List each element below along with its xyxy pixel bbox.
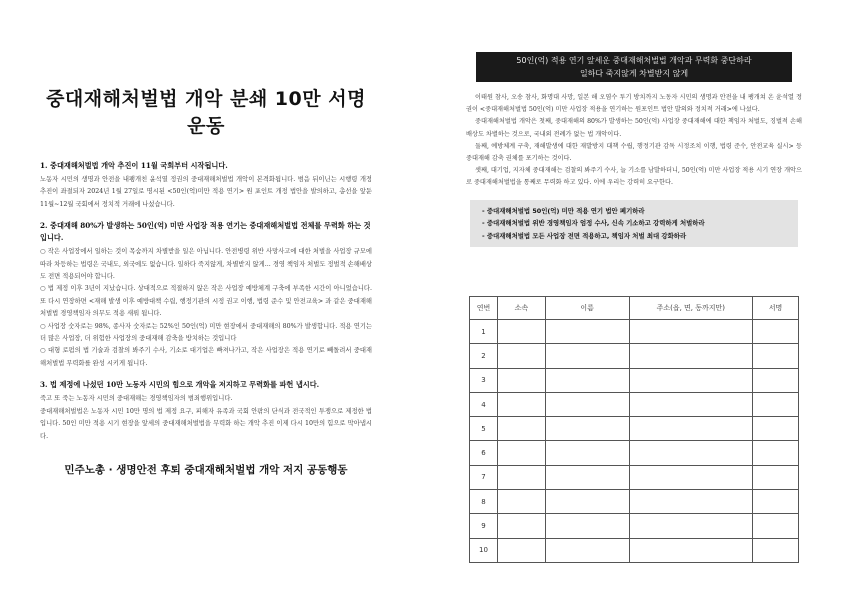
address-cell[interactable] [629,320,753,344]
header-signature: 서명 [753,297,799,320]
page-title: 중대재해처벌법 개악 분쇄 10만 서명 운동 [46,88,366,137]
row-number: 8 [470,490,498,514]
statement-paragraph: 이태원 참사, 오송 참사, 화명대 사망, 일본 해 오염수 투기 방치까지 노동자 시민의 생명과 안전을 내 팽개쳐 온 윤석열 정권이 <중대재해처벌법 50인(억) 미만 사업장 적용을 연기하는 원포인트 법안 발의와 정치적 거래>에 나섰다. [466,94,802,114]
name-cell[interactable] [545,368,629,392]
bullet-item: ○ 대형 로펌의 법 기술과 검찰의 봐주기 수사, 기소로 대기업은 빠져나가고, 작은 사업장은 적용 연기로 빼돌려서 중대재해처벌법 무력화를 완성 시키게 됩니다. [40,347,372,367]
signature-cell[interactable] [753,320,799,344]
table-row [470,514,799,538]
address-cell[interactable] [629,465,753,489]
address-cell[interactable] [629,514,753,538]
affiliation-cell[interactable] [497,538,545,562]
row-number: 9 [470,514,498,538]
row-number: 7 [470,465,498,489]
signature-cell[interactable] [753,441,799,465]
signature-cell[interactable] [753,514,799,538]
statement-paragraph: 중대재해처벌법 개악은 첫째, 중대재해의 80%가 발생하는 50인(억) 사업장 중대재해에 대한 책임자 처벌도, 징벌적 손해배상도 차별하는 것으로, 국내외 전례가 없는 법 개악이다. [466,118,802,138]
name-cell[interactable] [545,514,629,538]
section-3 [40,379,372,443]
section-1 [40,160,372,211]
table-row [470,417,799,441]
signature-cell[interactable] [753,344,799,368]
name-cell[interactable] [545,344,629,368]
affiliation-cell[interactable] [497,417,545,441]
name-cell[interactable] [545,320,629,344]
affiliation-cell[interactable] [497,514,545,538]
bullet-item: ○ 사업장 숫자로는 98%, 종사자 숫자로는 52%인 50인(억) 미만 현장에서 중대재해의 80%가 발생합니다. 적용 연기는 더 많은 사업장, 더 위험한 사업장의 중대재해 감축을 방치하는 것입니다 [40,322,372,343]
header-name: 이름 [545,297,629,320]
statement-body [466,92,802,190]
left-page [40,70,372,452]
section-heading: 2. 중대재해 80%가 발생하는 50인(억) 미만 사업장 적용 연기는 중대재해처벌법 전체를 무력화 하는 것입니다. [40,221,371,243]
signature-cell[interactable] [753,465,799,489]
table-row [470,441,799,465]
address-cell[interactable] [629,368,753,392]
affiliation-cell[interactable] [497,320,545,344]
table-header-row [470,297,799,320]
demand-item: - 중대재해처벌법 모든 사업장 전면 적용하고, 책임자 처벌 최대 강화하라 [482,231,687,240]
table-row [470,490,799,514]
organizer-footer: 민주노총 · 생명안전 후퇴 중대재해처벌법 개악 저지 공동행동 [64,464,348,476]
statement-paragraph: 둘째, 예방체계 구축, 재해발생에 대한 재발방지 대책 수립, 행정기관 감독 시정조치 이행, 법령 준수, 안전교육 실시> 등 중대재해 감축 권체를 포기하는 것이다. [466,142,802,163]
banner-line: 일하다 죽지않게 차별받지 않게 [579,69,689,78]
name-cell[interactable] [545,538,629,562]
signature-cell[interactable] [753,392,799,416]
row-number: 6 [470,441,498,465]
signature-cell[interactable] [753,538,799,562]
table-row [470,368,799,392]
address-cell[interactable] [629,441,753,465]
address-cell[interactable] [629,417,753,441]
section-paragraph: 노동자 시민의 생명과 안전을 내팽개친 윤석열 정권의 중대재해처벌법 개악이 본격화됩니다. 범음 뒤이닌는 시행령 개정 추진이 좌절되자 2024년 1월 27일로 명시된 <50인(억)미만 적용 연기> 원 포인트 개정 법안을 발의하고, 총선을 앞둔 11월~12월 국회에서 정치적 거래에 나섰습니다. [40,176,372,208]
name-cell[interactable] [545,417,629,441]
section-paragraph: 중대재해처벌법은 노동자 시민 10만 명의 법 제정 요구, 피해자 유족과 국회 안팎의 단식과 전국적인 투쟁으로 제정한 법입니다. 50인 미만 적용 시기 현장을 앞세의 중대재해처벌법을 무력화 하는 개악 추진 이제 다시 10만의 힘으로 막아냅시다. [40,407,372,440]
header-address: 주소(읍, 면, 동까지만) [629,297,753,320]
signature-cell[interactable] [753,490,799,514]
demands-box [470,200,798,248]
row-number: 10 [470,538,498,562]
demand-item: - 중대재해처벌법 위반 경영책임자 엄정 수사, 신속 기소하고 강력하게 처벌하라 [482,219,705,228]
address-cell[interactable] [629,344,753,368]
header-affiliation: 소속 [497,297,545,320]
affiliation-cell[interactable] [497,344,545,368]
address-cell[interactable] [629,392,753,416]
table-row [470,320,799,344]
section-heading: 3. 법 제정에 나섰던 10만 노동자 시민의 힘으로 개악을 저지하고 무력화를 파헌 냅시다. [40,380,320,390]
bullet-item: ○ 법 제정 이후 3년이 지났습니다. 상대적으로 적절하지 않은 작은 사업장 예방체계 구축에 부족한 시간이 아니었습니다. 또 다시 연장하면 <재해 발생 이후 예방대책 수립, 행정기관의 시정 권고 이행, 법령 준수 및 안전교육> 과 같은 중대재해처벌법 경영책임자 의무도 적용 새뤄 됩니다. [40,285,372,318]
section-2 [40,220,372,370]
section-paragraph: 죽고 또 죽는 노동자 시민의 중대재해는 경영책임자의 범죄행위입니다. [40,395,233,403]
signature-cell[interactable] [753,368,799,392]
row-number: 1 [470,320,498,344]
affiliation-cell[interactable] [497,368,545,392]
bullet-item: ○ 작은 사업장에서 일하는 것이 목숨까지 차별받을 일은 아닙니다. 안전병령 위반 사망사고에 대한 처벌을 사업장 규모에 따라 차등하는 법령은 국내도, 외국에도 없습니다. 일하다 죽지않게, 차별받지 않게... 경영 책임자 처벌도 정벌적 손해배상도 전면 적용되어야 합니다. [40,248,373,281]
section-heading: 1. 중대재해처벌법 개악 추진이 11월 국회부터 시작됩니다. [40,161,228,170]
row-number: 3 [470,368,498,392]
row-number: 2 [470,344,498,368]
table-row [470,465,799,489]
signature-cell[interactable] [753,417,799,441]
name-cell[interactable] [545,490,629,514]
row-number: 4 [470,392,498,416]
name-cell[interactable] [545,441,629,465]
affiliation-cell[interactable] [497,392,545,416]
name-cell[interactable] [545,465,629,489]
table-row [470,344,799,368]
table-row [470,538,799,562]
address-cell[interactable] [629,538,753,562]
name-cell[interactable] [545,392,629,416]
right-page [466,52,802,247]
table-row [470,392,799,416]
banner-line: 50인(억) 적용 연기 앞세운 중대재해처벌법 개악과 무력화 중단하라 [516,56,752,65]
signature-table [469,296,799,563]
statement-paragraph: 셋째, 대기업, 지자체 중대재해는 검찰의 봐주기 수사, 늘 기소를 남발하더니, 50인(억) 미만 사업장 적용 시기 연장 개악으로 중대재해처벌법을 통째로 무력화 하고 있다. 이에 우리는 강력히 요구한다. [466,167,802,187]
affiliation-cell[interactable] [497,441,545,465]
headline-banner [476,52,792,82]
header-number: 연번 [470,297,498,320]
demand-item: - 중대재해처벌법 50인(억) 미만 적용 연기 법안 폐기하라 [482,206,645,215]
address-cell[interactable] [629,490,753,514]
affiliation-cell[interactable] [497,490,545,514]
affiliation-cell[interactable] [497,465,545,489]
row-number: 5 [470,417,498,441]
